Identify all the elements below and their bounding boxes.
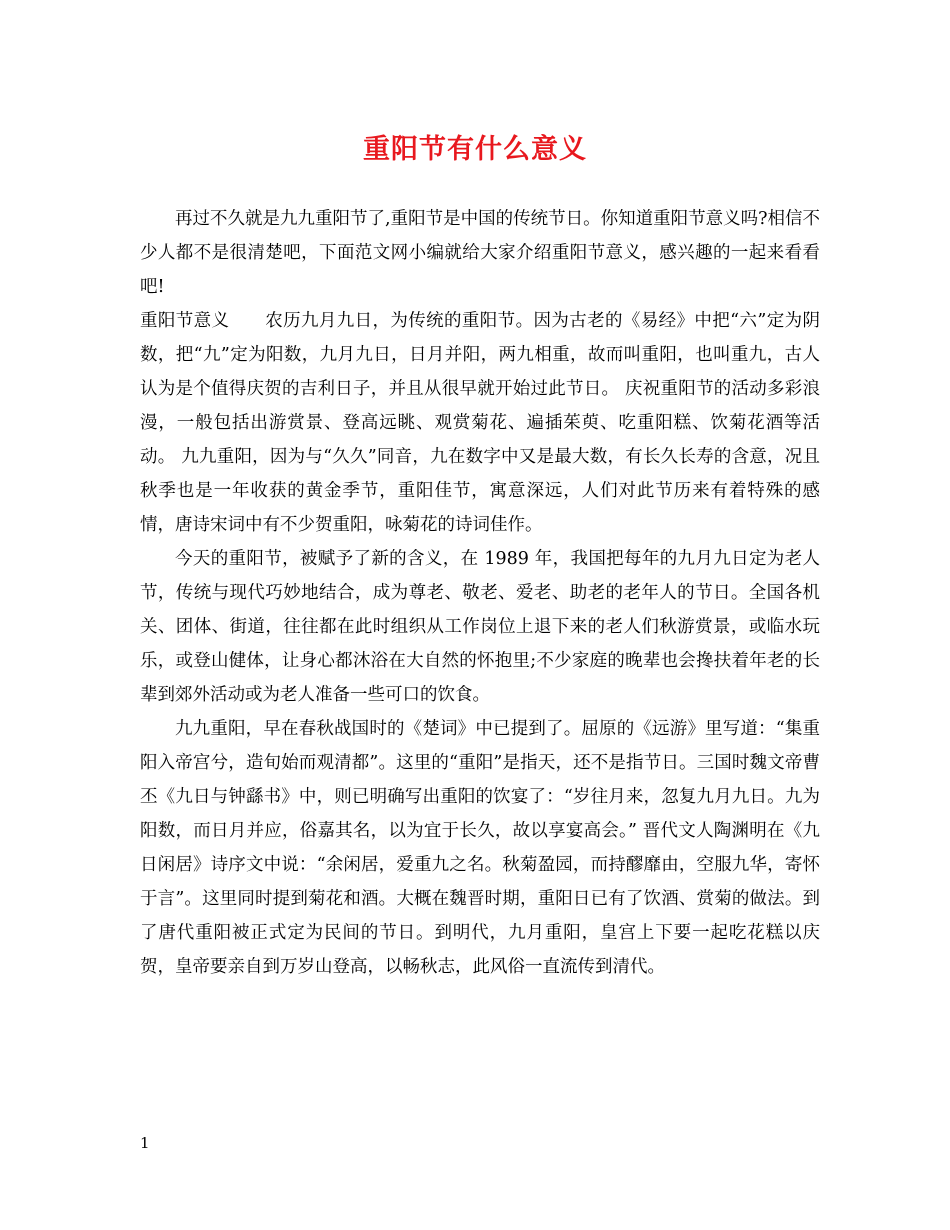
paragraph-modern: 今天的重阳节，被赋予了新的含义，在 1989 年，我国把每年的九月九日定为老人节，传统与现代巧妙地结合，成为尊老、敬老、爱老、助老的老年人的节日。全国各机关、团体、街道，往往都在此时组织从工作岗位上退下来的老人们秋游赏景，或临水玩乐，或登山健体，让身心都沐浴在大自然的怀抱里;不少家庭的晚辈也会搀扶着年老的长辈到郊外活动或为老人准备一些可口的饮食。 (140, 549, 820, 705)
document-body (140, 202, 820, 984)
paragraph-meaning: 重阳节意义 农历九月九日，为传统的重阳节。因为古老的《易经》中把“六”定为阴数，把“九”定为阳数，九月九日，日月并阳，两九相重，故而叫重阳，也叫重九，古人认为是个值得庆贺的吉利日子，并且从很早就开始过此节日。 庆祝重阳节的活动多彩浪漫，一般包括出游赏景、登高远眺、观赏菊花、遍插茱萸、吃重阳糕、饮菊花酒等活动。 九九重阳，因为与“久久”同音，九在数字中又是最大数，有长久长寿的含意，况且秋季也是一年收获的黄金季节，重阳佳节，寓意深远，人们对此节历来有着特殊的感情，唐诗宋词中有不少贺重阳，咏菊花的诗词佳作。 (140, 311, 820, 535)
page-number: 1 (140, 1134, 150, 1152)
paragraph-history: 九九重阳，早在春秋战国时的《楚词》中已提到了。屈原的《远游》里写道：“集重阳入帝宫兮，造旬始而观清都”。这里的“重阳”是指天，还不是指节日。三国时魏文帝曹丕《九日与钟繇书》中，则已明确写出重阳的饮宴了：“岁往月来，忽复九月九日。九为阳数，而日月并应，俗嘉其名，以为宜于长久，故以享宴高会。” 晋代文人陶渊明在《九日闲居》诗序文中说：“余闲居，爱重九之名。秋菊盈园，而持醪靡由，空服九华，寄怀于言”。这里同时提到菊花和酒。大概在魏晋时期，重阳日已有了饮酒、赏菊的做法。到了唐代重阳被正式定为民间的节日。到明代，九月重阳，皇宫上下要一起吃花糕以庆贺，皇帝要亲自到万岁山登高，以畅秋志，此风俗一直流传到清代。 (140, 719, 820, 977)
document-title: 重阳节有什么意义 (363, 134, 587, 165)
paragraph-intro: 再过不久就是九九重阳节了,重阳节是中国的传统节日。你知道重阳节意义吗?相信不少人都不是很清楚吧，下面范文网小编就给大家介绍重阳节意义，感兴趣的一起来看看吧! (140, 209, 820, 297)
